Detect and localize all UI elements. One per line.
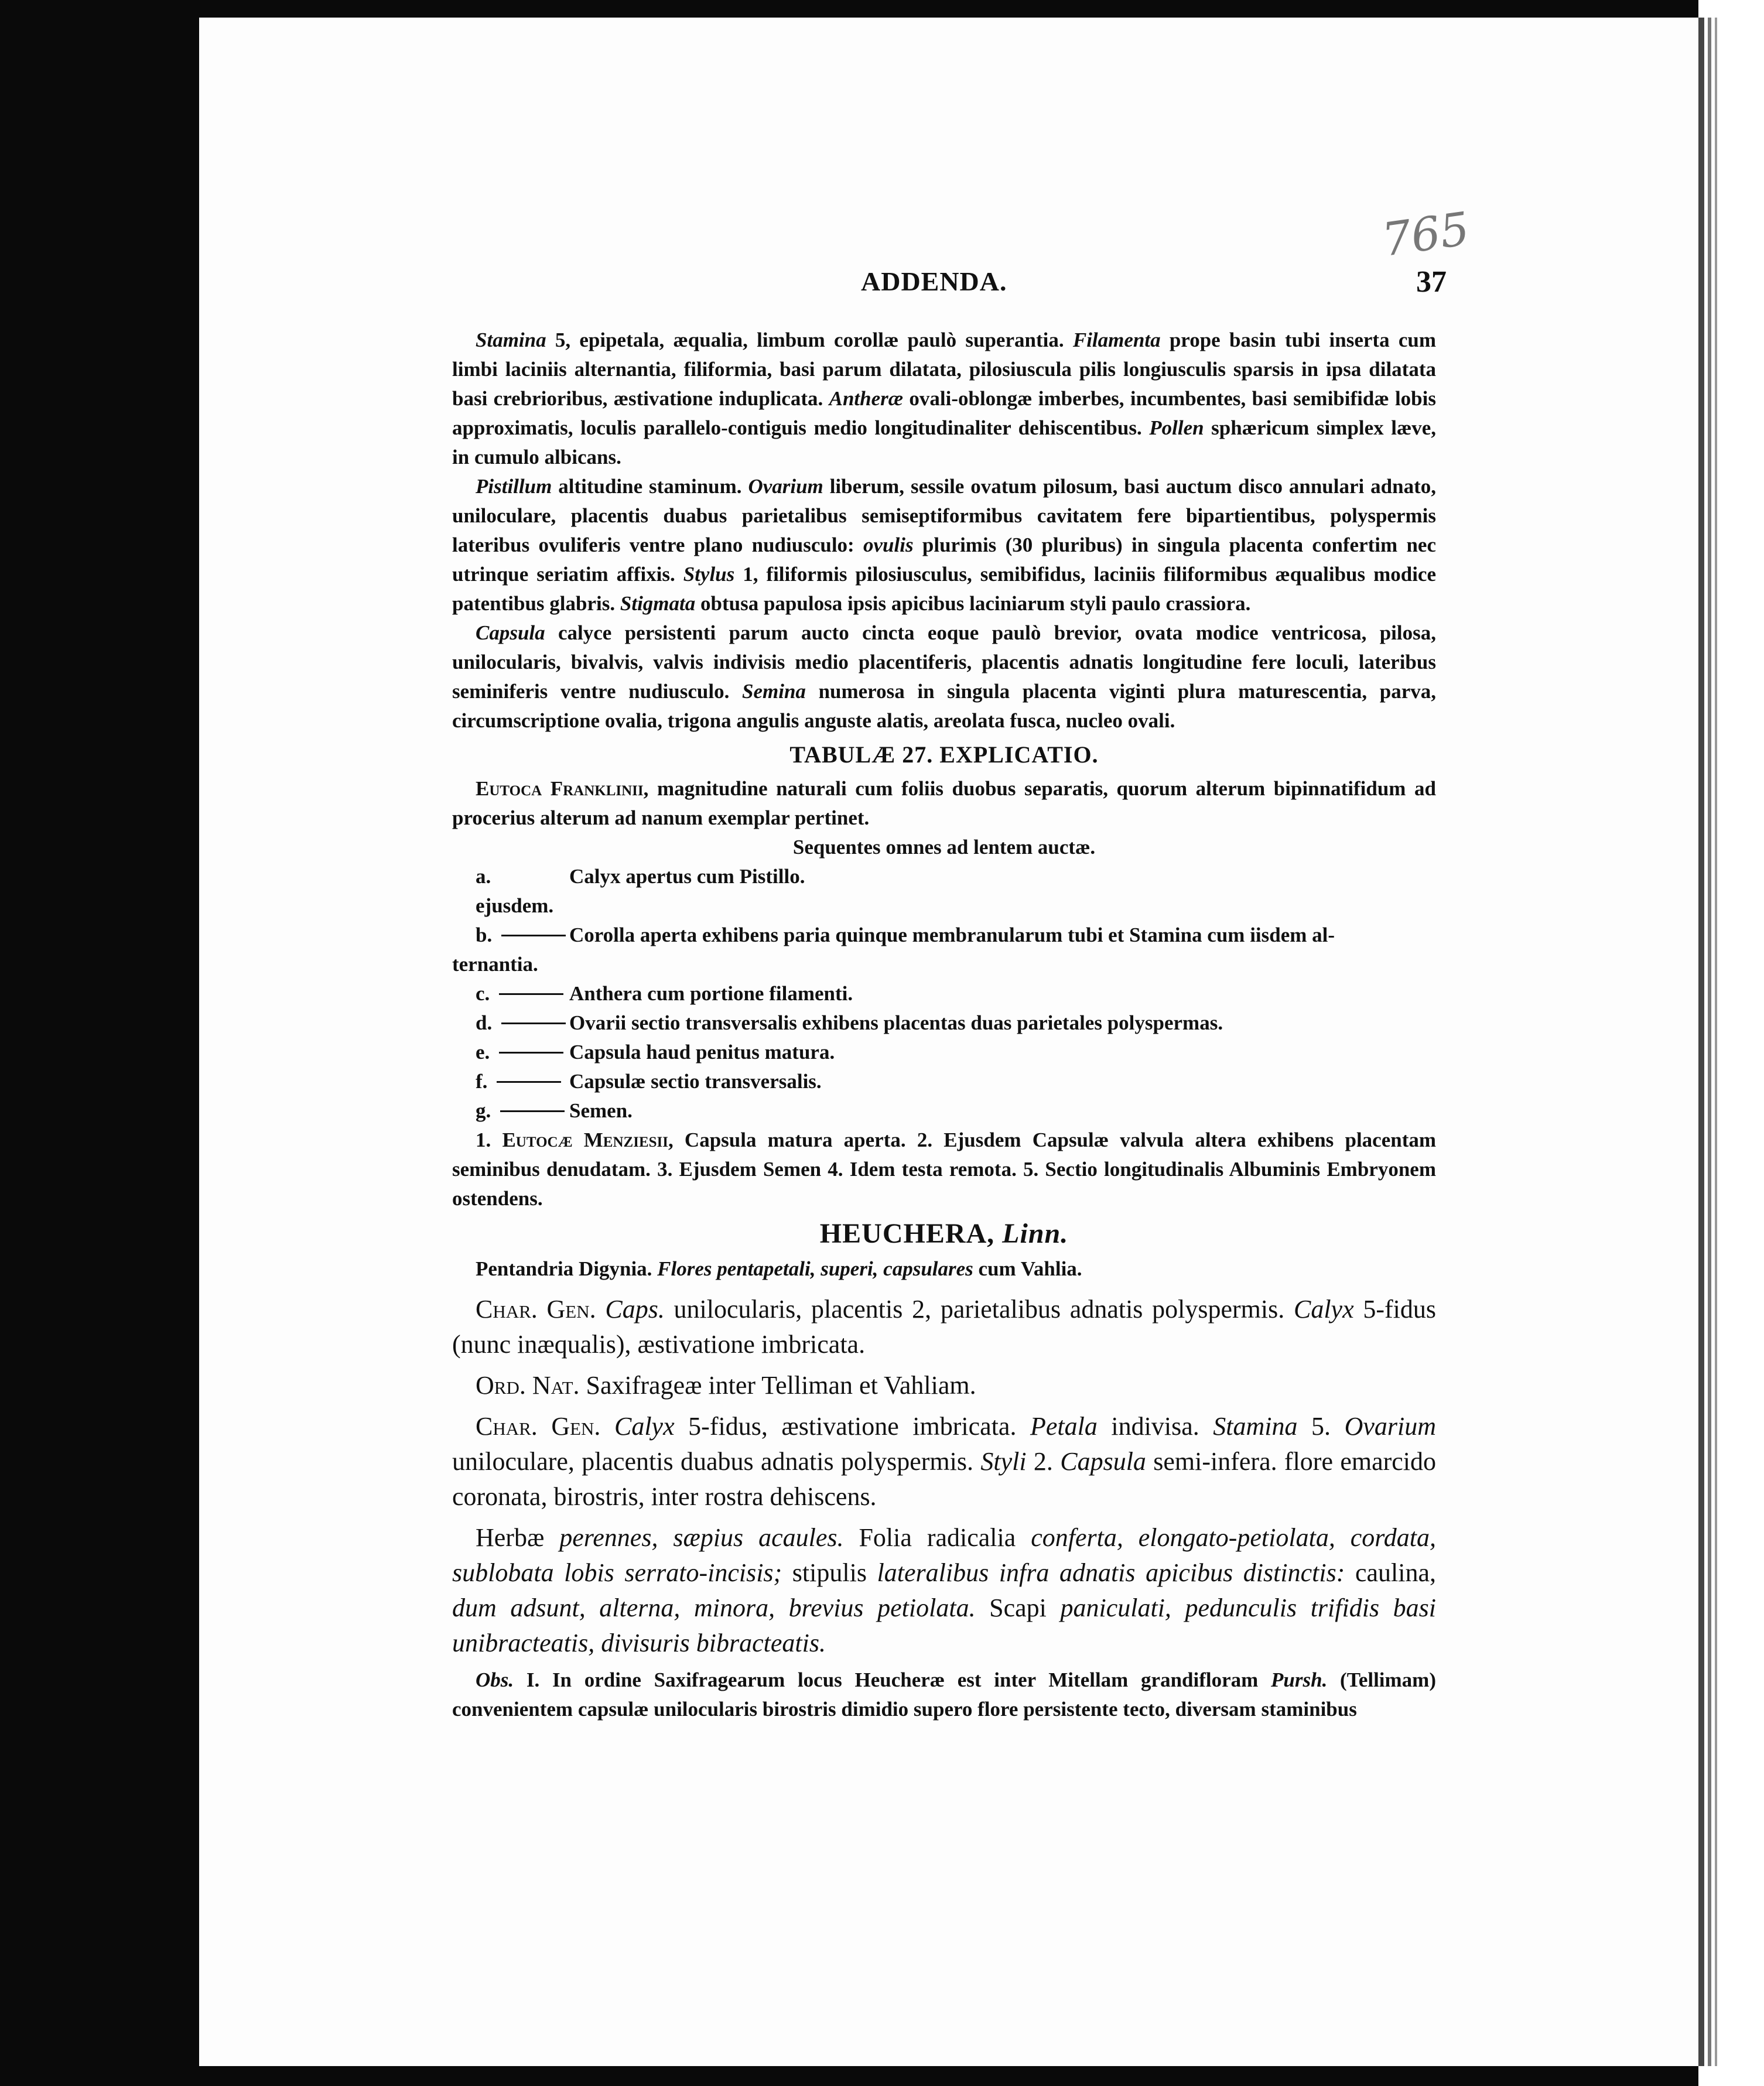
ditto-rule	[501, 935, 566, 936]
ditto-rule	[499, 993, 563, 995]
figure-letter: d.	[476, 1011, 493, 1034]
term-ovulis: ovulis	[863, 534, 914, 556]
term-pistillum: Pistillum	[476, 475, 552, 498]
text-run: stipulis	[792, 1558, 867, 1587]
numbered-figures	[452, 1126, 1436, 1213]
text-run: Folia radicalia	[859, 1523, 1016, 1552]
text-run: paniculati, pedunculis trifidis basi unibracteatis, divisuris bibracteatis.	[452, 1593, 1436, 1657]
figure-row	[452, 979, 1436, 1008]
term-pollen: Pollen	[1149, 416, 1204, 439]
figure-row	[452, 1096, 1436, 1126]
figure-caption: Semen.	[569, 1099, 633, 1122]
text-run: plurimis (30 pluribus) in singula placenta confertim nec utrinque seriatim affixis.	[452, 534, 1436, 586]
term-capsula: Capsula	[1060, 1447, 1146, 1476]
text-run: prope basin tubi inserta cum limbi laciniis alternantia, filiformia, basi parum dilatata, pilosiuscula pilis longiusculis sparsis in ipsa dilatata basi crebrioribus, æstivatione induplicata.	[452, 329, 1436, 410]
term-stylus: Stylus	[683, 563, 735, 586]
text-run: altitudine staminum.	[552, 475, 748, 498]
text-run: conferta, elongato-petiolata, cordata, sublobata lobis serrato-incisis;	[452, 1523, 1436, 1587]
section-label: Char. Gen.	[476, 1412, 601, 1441]
text-run: sphæricum simplex læve, in cumulo albicans.	[452, 416, 1437, 469]
observation	[452, 1666, 1436, 1724]
ditto-rule	[497, 1081, 561, 1083]
ditto-rule	[500, 1110, 565, 1112]
term-capsula: Capsula	[476, 621, 545, 644]
text-run: Scapi	[989, 1593, 1047, 1622]
ditto-rule	[501, 1023, 566, 1024]
figure-key	[452, 1008, 569, 1038]
text-run: dum adsunt, alterna, minora, brevius petiolata.	[452, 1593, 990, 1622]
figure-row	[452, 1038, 1436, 1067]
ordo-naturalis	[452, 1368, 1436, 1403]
ditto-rule	[499, 1052, 563, 1054]
text-run: semi-infera. flore emarcido coronata, birostris, inter rostra dehiscens.	[452, 1447, 1437, 1511]
scan-border-left	[0, 0, 199, 2086]
figure-row	[452, 862, 1436, 921]
text-run: caulina,	[1355, 1558, 1436, 1587]
figure-key	[452, 1067, 569, 1096]
text-run: 5.	[1297, 1412, 1345, 1441]
figure-caption: Capsula haud penitus matura.	[569, 1041, 835, 1063]
figure-key	[452, 921, 569, 950]
figure-caption: Anthera cum portione filamenti.	[569, 982, 853, 1005]
page-edge-line	[1708, 18, 1711, 2066]
text-run: indivisa.	[1097, 1412, 1213, 1441]
text-run: (Tellimam) convenientem capsulæ unilocularis birostris dimidio supero flore persistente tecto, diversam staminibus	[452, 1668, 1436, 1721]
section-label: Ord. Nat.	[476, 1371, 580, 1400]
text-run: perennes, sæpius acaules.	[544, 1523, 859, 1552]
text-run: , Capsula matura aperta. 2. Ejusdem Capsulæ valvula altera exhibens placentam seminibus denudatam. 3. Ejusdem Semen 4. Idem testa remota. 5. Sectio longitudinalis Albuminis Embryonem ostendens.	[452, 1129, 1437, 1210]
text-column	[452, 326, 1436, 1724]
text-run: ovali-oblongæ imberbes, incumbentes, basi semibifidæ lobis approximatis, loculis parallelo-contiguis medio longitudinaliter dehiscentibus.	[452, 387, 1436, 439]
figure-caption: Ovarii sectio transversalis exhibens placentas duas parietales polyspermas.	[569, 1011, 1223, 1034]
species-name: Eutoca Franklinii	[476, 777, 644, 800]
scan-border-bottom	[199, 2066, 1764, 2086]
figure-key	[452, 1096, 569, 1126]
text-run: 5, epipetala, æqualia, limbum corollæ paulò superantia.	[546, 329, 1073, 351]
term-petala: Petala	[1030, 1412, 1098, 1441]
page-number: 37	[1416, 265, 1447, 299]
text-run: uniloculare, placentis duabus adnatis polyspermis.	[452, 1447, 981, 1476]
text-run: Pentandria Digynia.	[476, 1257, 658, 1280]
figure-caption: Corolla aperta exhibens paria quinque membranularum tubi et Stamina cum iisdem al-	[569, 924, 1335, 946]
genus-name: HEUCHERA,	[819, 1218, 995, 1249]
text-run: I. In ordine Saxifragearum locus Heucheræ est inter Mitellam grandifloram	[514, 1668, 1271, 1691]
figure-caption: Calyx apertus cum Pistillo.	[569, 865, 805, 888]
page-header	[451, 261, 1447, 314]
term-stamina: Stamina	[1213, 1412, 1298, 1441]
text-run: 1.	[476, 1129, 502, 1151]
term-ovarium: Ovarium	[748, 475, 823, 498]
genus-author: Linn.	[1002, 1218, 1069, 1249]
text-run: 5-fidus (nunc inæqualis), æstivatione imbricata.	[452, 1295, 1436, 1359]
section-label: Char. Gen.	[476, 1295, 596, 1324]
text-run: unilocularis, placentis 2, parietalibus adnatis polyspermis.	[664, 1295, 1294, 1324]
figure-row	[452, 921, 1436, 950]
page-edge-line	[1698, 18, 1704, 2066]
species-name: Eutocæ Menziesii	[502, 1129, 668, 1151]
text-run: obtusa papulosa ipsis apicibus laciniarum styli paulo crassiora.	[695, 592, 1251, 615]
linnaean-class	[452, 1254, 1436, 1284]
page-edge-line	[1715, 18, 1717, 2066]
text-run: liberum, sessile ovatum pilosum, basi auctum disco annulari adnato, uniloculare, placentis duabus parietalibus semiseptiformibus cavitatem fere bipartientibus, polyspermis lateribus ovuliferis ventre plano nudiusculo:	[452, 475, 1437, 556]
figure-letter: e.	[476, 1041, 490, 1063]
habit-description	[452, 1520, 1436, 1661]
text-run: Herbæ	[476, 1523, 545, 1552]
term-semina: Semina	[742, 680, 806, 703]
term-caps: Caps.	[605, 1295, 665, 1324]
text-run: calyce persistenti parum aucto cincta eoque paulò brevior, ovata modice ventricosa, pilosa, unilocularis, bivalvis, valvis indivisis medio placentiferis, placentis adnatis longitudine fere loculi, lateribus seminiferis ventre nudiusculo.	[452, 621, 1436, 703]
figure-letter: b.	[476, 924, 493, 946]
figure-letter: f.	[476, 1070, 488, 1093]
plate-intro	[452, 774, 1436, 833]
plate-explanation-heading: TABULÆ 27. EXPLICATIO.	[789, 741, 1099, 768]
term-stigmata: Stigmata	[620, 592, 696, 615]
text-run: Flores pentapetali, superi, capsulares	[657, 1257, 973, 1280]
figure-list	[452, 862, 1436, 1126]
figure-caption: Capsulæ sectio transversalis.	[569, 1070, 822, 1093]
obs-label: Obs.	[476, 1668, 514, 1691]
margin-annotation: 765	[1379, 203, 1473, 267]
text-run: cum Vahlia.	[973, 1257, 1082, 1280]
character-genericus-1	[452, 1292, 1436, 1362]
term-stamina: Stamina	[476, 329, 546, 351]
figure-b-continuation: ternantia.	[452, 953, 538, 976]
scan-border-top	[199, 0, 1698, 18]
term-calyx: Calyx	[1293, 1295, 1354, 1324]
text-run: 5-fidus, æstivatione imbricata.	[674, 1412, 1030, 1441]
term-filamenta: Filamenta	[1072, 329, 1161, 351]
running-title: ADDENDA.	[861, 266, 1007, 296]
term-calyx: Calyx	[614, 1412, 675, 1441]
authority-name: Pursh.	[1271, 1668, 1328, 1691]
text-run: Saxifrageæ inter Telliman et Vahliam.	[579, 1371, 976, 1400]
text-run: 1, filiformis pilosiusculus, semibifidus, laciniis filiformibus æqualibus modice patentibus glabris.	[452, 563, 1437, 615]
figure-key	[452, 1038, 569, 1067]
term-antherae: Antheræ	[829, 387, 904, 410]
figure-row	[452, 1008, 1436, 1038]
term-styli: Styli	[980, 1447, 1027, 1476]
figure-letter: c.	[476, 982, 490, 1005]
text-run: 2.	[1026, 1447, 1061, 1476]
figure-row	[452, 1067, 1436, 1096]
paragraph-pistillum	[452, 472, 1436, 618]
figure-key	[452, 862, 569, 921]
paragraph-stamina	[452, 326, 1436, 472]
magnification-note: Sequentes omnes ad lentem auctæ.	[792, 836, 1096, 859]
paragraph-capsula	[452, 618, 1436, 736]
figure-letter: g.	[476, 1099, 491, 1122]
character-genericus-2	[452, 1409, 1436, 1514]
text-run: numerosa in singula placenta viginti plura maturescentia, parva, circumscriptione ovalia, trigona angulis anguste alatis, areolata fusca, nucleo ovali.	[452, 680, 1436, 732]
text-run: , magnitudine naturali cum foliis duobus separatis, quorum alterum bipinnatifidum ad procerius alterum ad nanum exemplar pertinet.	[452, 777, 1436, 829]
term-ovarium: Ovarium	[1344, 1412, 1437, 1441]
figure-key	[452, 979, 569, 1008]
text-run: lateralibus infra adnatis apicibus distinctis:	[866, 1558, 1355, 1587]
genus-title	[452, 1219, 1436, 1249]
figure-letter: a. ejusdem.	[476, 865, 554, 917]
